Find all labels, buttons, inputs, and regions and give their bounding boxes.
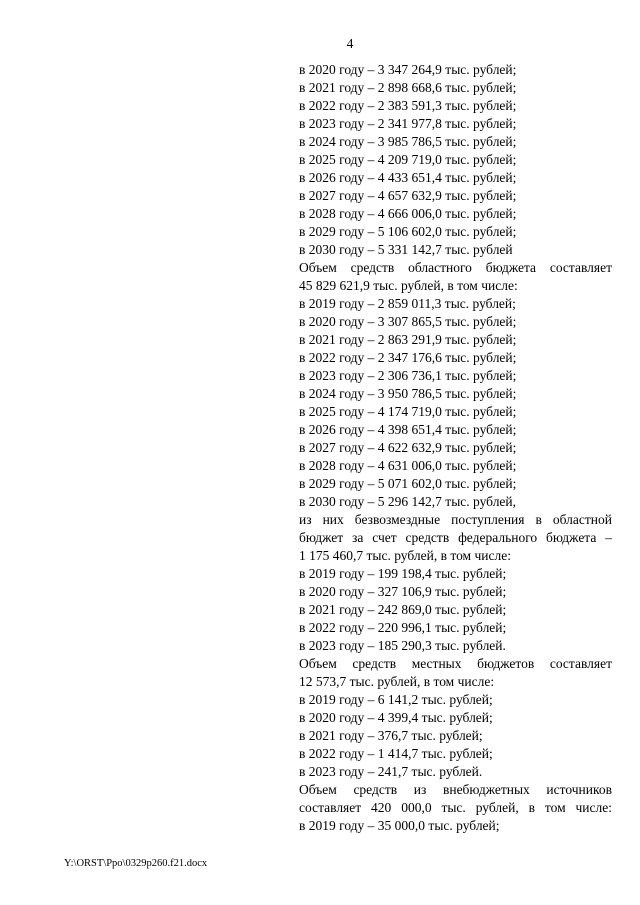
text-line: в 2026 году – 4 398 651,4 тыс. рублей; — [299, 422, 517, 437]
text-line: в 2027 году – 4 657 632,9 тыс. рублей; — [299, 188, 517, 203]
text-line: Объем средств из внебюджетных источников — [299, 782, 612, 797]
text-line: в 2028 году – 4 631 006,0 тыс. рублей; — [299, 458, 517, 473]
text-line: в 2019 году – 6 141,2 тыс. рублей; — [299, 692, 493, 707]
text-line: в 2022 году – 2 347 176,6 тыс. рублей; — [299, 350, 517, 365]
text-line: бюджет за счет средств федерального бюджета – — [299, 530, 612, 545]
text-line: Объем средств местных бюджетов составляет — [299, 656, 612, 671]
text-line: составляет 420 000,0 тыс. рублей, в том числе: — [299, 800, 612, 815]
text-line: в 2030 году – 5 331 142,7 тыс. рублей — [299, 242, 513, 257]
text-line: в 2030 году – 5 296 142,7 тыс. рублей, — [299, 494, 517, 509]
text-line: в 2025 году – 4 209 719,0 тыс. рублей; — [299, 152, 517, 167]
text-line: в 2023 году – 241,7 тыс. рублей. — [299, 764, 483, 779]
text-line: в 2027 году – 4 622 632,9 тыс. рублей; — [299, 440, 517, 455]
text-line: в 2028 году – 4 666 006,0 тыс. рублей; — [299, 206, 517, 221]
text-line: в 2024 году – 3 950 786,5 тыс. рублей; — [299, 386, 517, 401]
text-line: в 2020 году – 3 347 264,9 тыс. рублей; — [299, 62, 517, 77]
text-line: 45 829 621,9 тыс. рублей, в том числе: — [299, 278, 518, 293]
text-line: в 2022 году – 220 996,1 тыс. рублей; — [299, 620, 507, 635]
text-line: в 2023 году – 2 306 736,1 тыс. рублей; — [299, 368, 517, 383]
text-line: в 2022 году – 1 414,7 тыс. рублей; — [299, 746, 493, 761]
text-line: в 2020 году – 3 307 865,5 тыс. рублей; — [299, 314, 517, 329]
text-line: в 2029 году – 5 106 602,0 тыс. рублей; — [299, 224, 517, 239]
text-line: 12 573,7 тыс. рублей, в том числе: — [299, 674, 495, 689]
text-line: в 2020 году – 4 399,4 тыс. рублей; — [299, 710, 493, 725]
text-line: в 2023 году – 185 290,3 тыс. рублей. — [299, 638, 506, 653]
text-line: в 2021 году – 2 863 291,9 тыс. рублей; — [299, 332, 517, 347]
text-line: в 2020 году – 327 106,9 тыс. рублей; — [299, 584, 507, 599]
page-number: 4 — [346, 36, 354, 51]
document-body — [299, 61, 612, 835]
text-line: в 2021 году – 2 898 668,6 тыс. рублей; — [299, 80, 517, 95]
file-path-footer: Y:\ORST\Ppo\0329p260.f21.docx — [64, 858, 208, 869]
text-line: в 2026 году – 4 433 651,4 тыс. рублей; — [299, 170, 517, 185]
text-line: в 2021 году – 376,7 тыс. рублей; — [299, 728, 483, 743]
text-line: в 2019 году – 2 859 011,3 тыс. рублей; — [299, 296, 516, 311]
text-line: Объем средств областного бюджета составляет — [299, 260, 612, 275]
text-line: в 2024 году – 3 985 786,5 тыс. рублей; — [299, 134, 517, 149]
text-line: в 2021 году – 242 869,0 тыс. рублей; — [299, 602, 507, 617]
text-line: в 2029 году – 5 071 602,0 тыс. рублей; — [299, 476, 517, 491]
text-line: в 2025 году – 4 174 719,0 тыс. рублей; — [299, 404, 517, 419]
text-line: 1 175 460,7 тыс. рублей, в том числе: — [299, 548, 511, 563]
text-line: в 2023 году – 2 341 977,8 тыс. рублей; — [299, 116, 517, 131]
text-line: в 2019 году – 199 198,4 тыс. рублей; — [299, 566, 507, 581]
text-line: в 2022 году – 2 383 591,3 тыс. рублей; — [299, 98, 517, 113]
text-line: в 2019 году – 35 000,0 тыс. рублей; — [299, 818, 500, 833]
text-line: из них безвозмездные поступления в областной — [299, 512, 612, 527]
